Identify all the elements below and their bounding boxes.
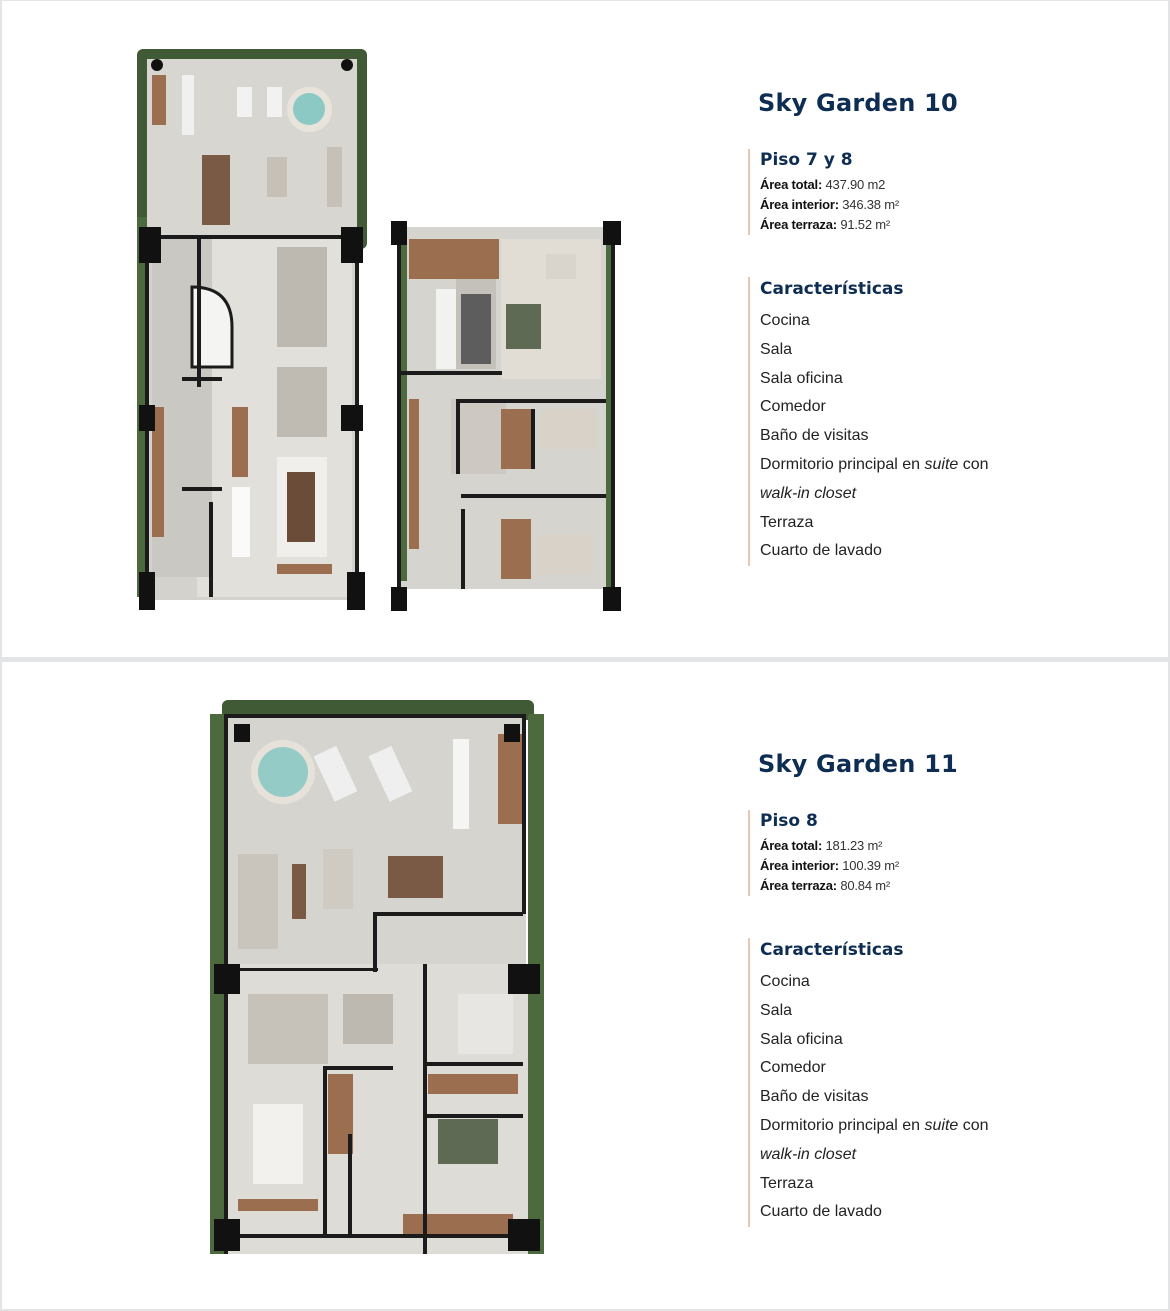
feature-item: Comedor (760, 1059, 826, 1077)
area-total-value: 181.23 m² (825, 838, 883, 853)
floor-plan (208, 694, 548, 1264)
feature-text-italic: suite (924, 1116, 959, 1134)
area-total-line (760, 836, 989, 856)
feature-item: Terraza (760, 513, 814, 531)
feature-item (760, 451, 989, 480)
area-interior-value: 346.38 m² (842, 197, 899, 212)
feature-text-italic: suite (924, 455, 959, 473)
area-terrace-line (760, 876, 989, 896)
area-terrace-label: Área terraza: (760, 217, 837, 232)
area-terrace-label: Área terraza: (760, 878, 837, 893)
area-interior-line (760, 195, 989, 215)
feature-item: Baño de visitas (760, 1088, 869, 1106)
floor-plan-level-1 (137, 47, 367, 612)
feature-item: Cocina (760, 312, 810, 329)
feature-text: Dormitorio principal en (760, 1116, 925, 1134)
feature-item: Comedor (760, 398, 826, 416)
feature-item (760, 1141, 989, 1170)
feature-text: Dormitorio principal en (760, 455, 925, 473)
feature-item: Cuarto de lavado (760, 1203, 882, 1221)
area-total-line (760, 175, 989, 195)
feature-item: Cuarto de lavado (760, 542, 882, 560)
feature-item (760, 480, 989, 509)
floor-label: Piso 8 (760, 811, 818, 831)
features-block (748, 277, 989, 566)
features-title: Características (760, 279, 904, 299)
area-interior-line (760, 856, 989, 876)
area-terrace-value: 91.52 m² (840, 217, 891, 232)
unit-title: Sky Garden 11 (758, 750, 958, 778)
area-terrace-line (760, 215, 989, 235)
feature-text: con (958, 1116, 989, 1134)
areas-block (748, 810, 989, 896)
areas-block (748, 149, 989, 235)
features-title: Características (760, 940, 904, 960)
feature-item: Sala (760, 1001, 793, 1019)
feature-item: Baño de visitas (760, 427, 869, 445)
area-interior-label: Área interior: (760, 858, 839, 873)
unit-info-sky-garden-10 (758, 89, 989, 566)
floor-plan-level-2 (391, 219, 621, 611)
feature-item: Cocina (760, 973, 810, 990)
unit-card-sky-garden-10 (2, 1, 1168, 657)
area-total-value: 437.90 m2 (825, 177, 886, 192)
feature-text: con (958, 455, 989, 473)
unit-title: Sky Garden 10 (758, 89, 958, 117)
unit-info-sky-garden-11 (758, 750, 989, 1227)
area-terrace-value: 80.84 m² (840, 878, 891, 893)
feature-item: Sala oficina (760, 369, 843, 387)
feature-item: Sala (760, 340, 793, 358)
area-total-label: Área total: (760, 838, 823, 853)
feature-item: Terraza (760, 1174, 814, 1192)
area-total-label: Área total: (760, 177, 823, 192)
area-interior-label: Área interior: (760, 197, 839, 212)
feature-item: Sala oficina (760, 1030, 843, 1048)
feature-item (760, 1112, 989, 1141)
unit-card-sky-garden-11 (2, 662, 1168, 1309)
feature-text-italic: walk-in closet (760, 484, 857, 502)
features-block (748, 938, 989, 1227)
feature-text-italic: walk-in closet (760, 1145, 857, 1163)
floor-label: Piso 7 y 8 (760, 150, 853, 170)
area-interior-value: 100.39 m² (842, 858, 899, 873)
